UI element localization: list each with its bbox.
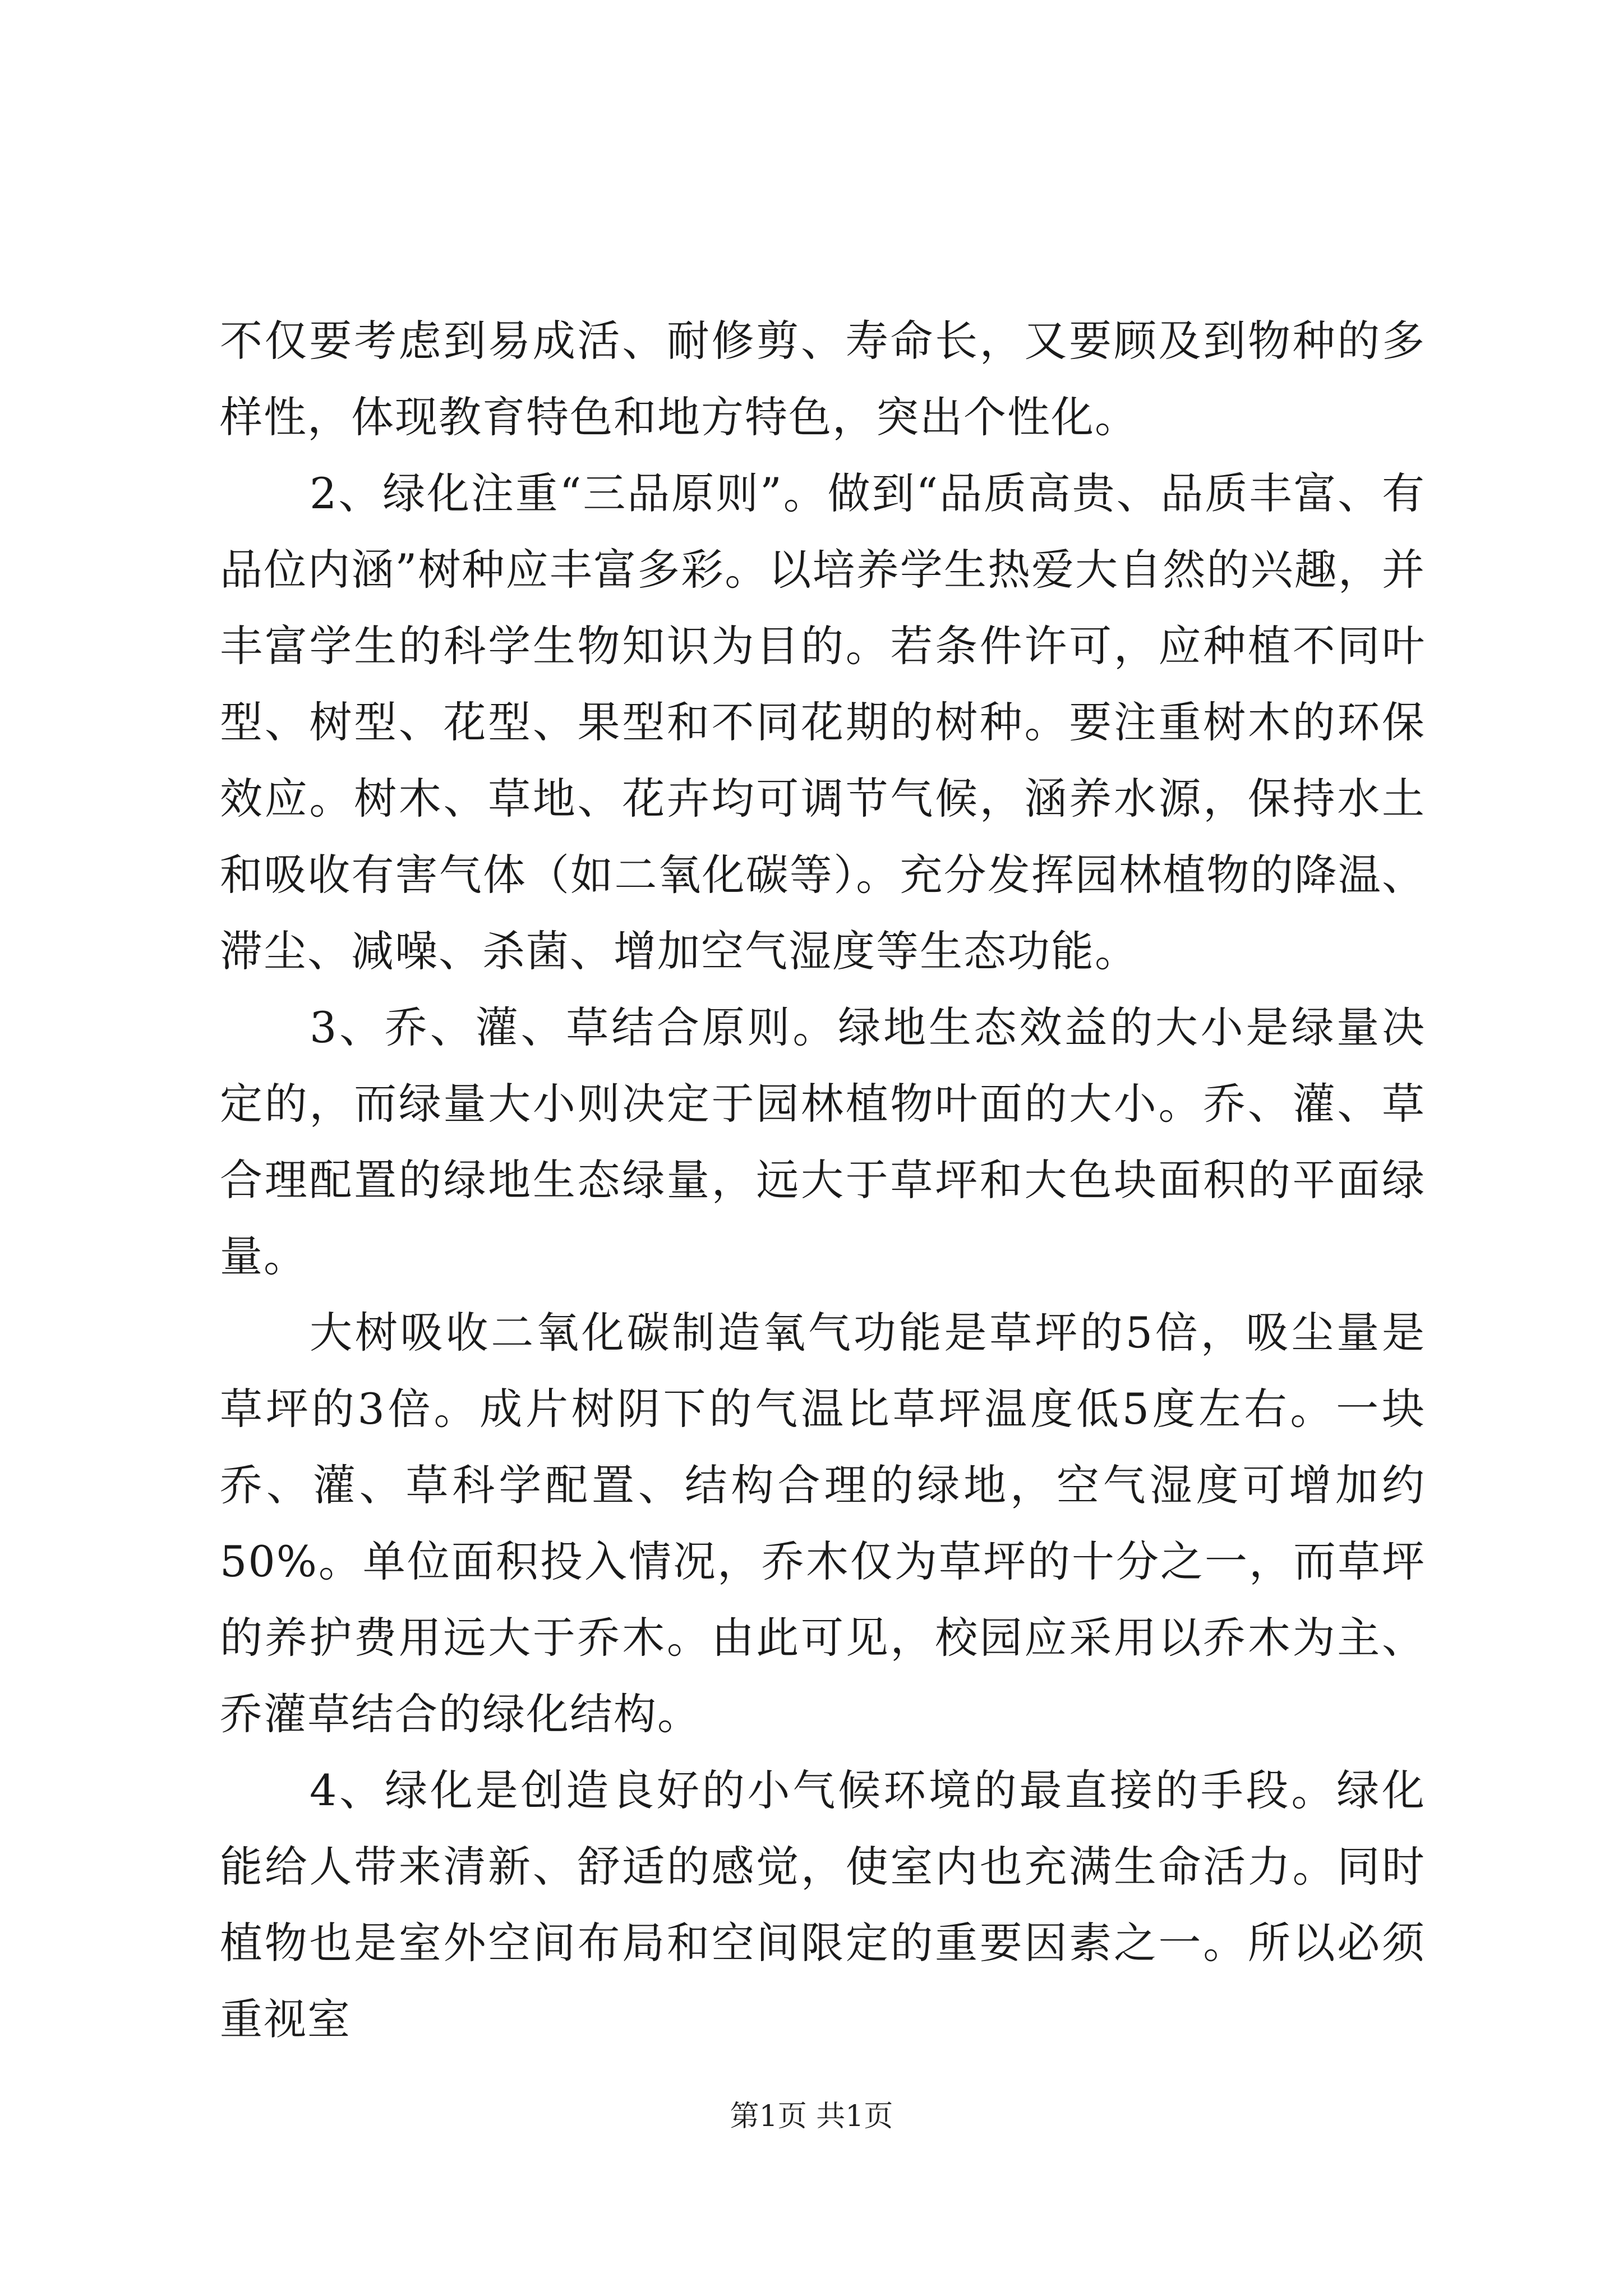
paragraph-continuation: 不仅要考虑到易成活、耐修剪、寿命长，又要顾及到物种的多样性，体现教育特色和地方特色，突出个性化。 [220,316,1426,442]
paragraph-microclimate: 4、绿化是创造良好的小气候环境的最直接的手段。绿化能给人带来清新、舒适的感觉，使室内也充满生命活力。同时植物也是室外空间布局和空间限定的重要因素之一。所以必须重视室 [220,1765,1426,2044]
paragraph-tree-shrub-grass: 3、乔、灌、草结合原则。绿地生态效益的大小是绿量决定的，而绿量大小则决定于园林植物叶面的大小。乔、灌、草合理配置的绿地生态绿量，远大于草坪和大色块面积的平面绿量。 [220,1002,1426,1281]
paragraph-big-trees: 大树吸收二氧化碳制造氧气功能是草坪的5倍，吸尘量是草坪的3倍。成片树阴下的气温比草坪温度低5度左右。一块乔、灌、草科学配置、结构合理的绿地，空气湿度可增加约50%。单位面积投入情况，乔木仅为草坪的十分之一，而草坪的养护费用远大于乔木。由此可见，校园应采用以乔木为主、乔灌草结合的绿化结构。 [220,1308,1426,1739]
page-footer: 第1页 共1页 [730,2100,893,2133]
paragraph-three-principles: 2、绿化注重“三品原则”。做到“品质高贵、品质丰富、有品位内涵”树种应丰富多彩。以培养学生热爱大自然的兴趣，并丰富学生的科学生物知识为目的。若条件许可，应种植不同叶型、树型、花型、果型和不同花期的树种。要注重树木的环保效应。树木、草地、花卉均可调节气候，涵养水源，保持水土和吸收有害气体（如二氧化碳等）。充分发挥园林植物的降温、滞尘、减噪、杀菌、增加空气湿度等生态功能。 [220,468,1426,976]
body-text [220,303,1426,2058]
